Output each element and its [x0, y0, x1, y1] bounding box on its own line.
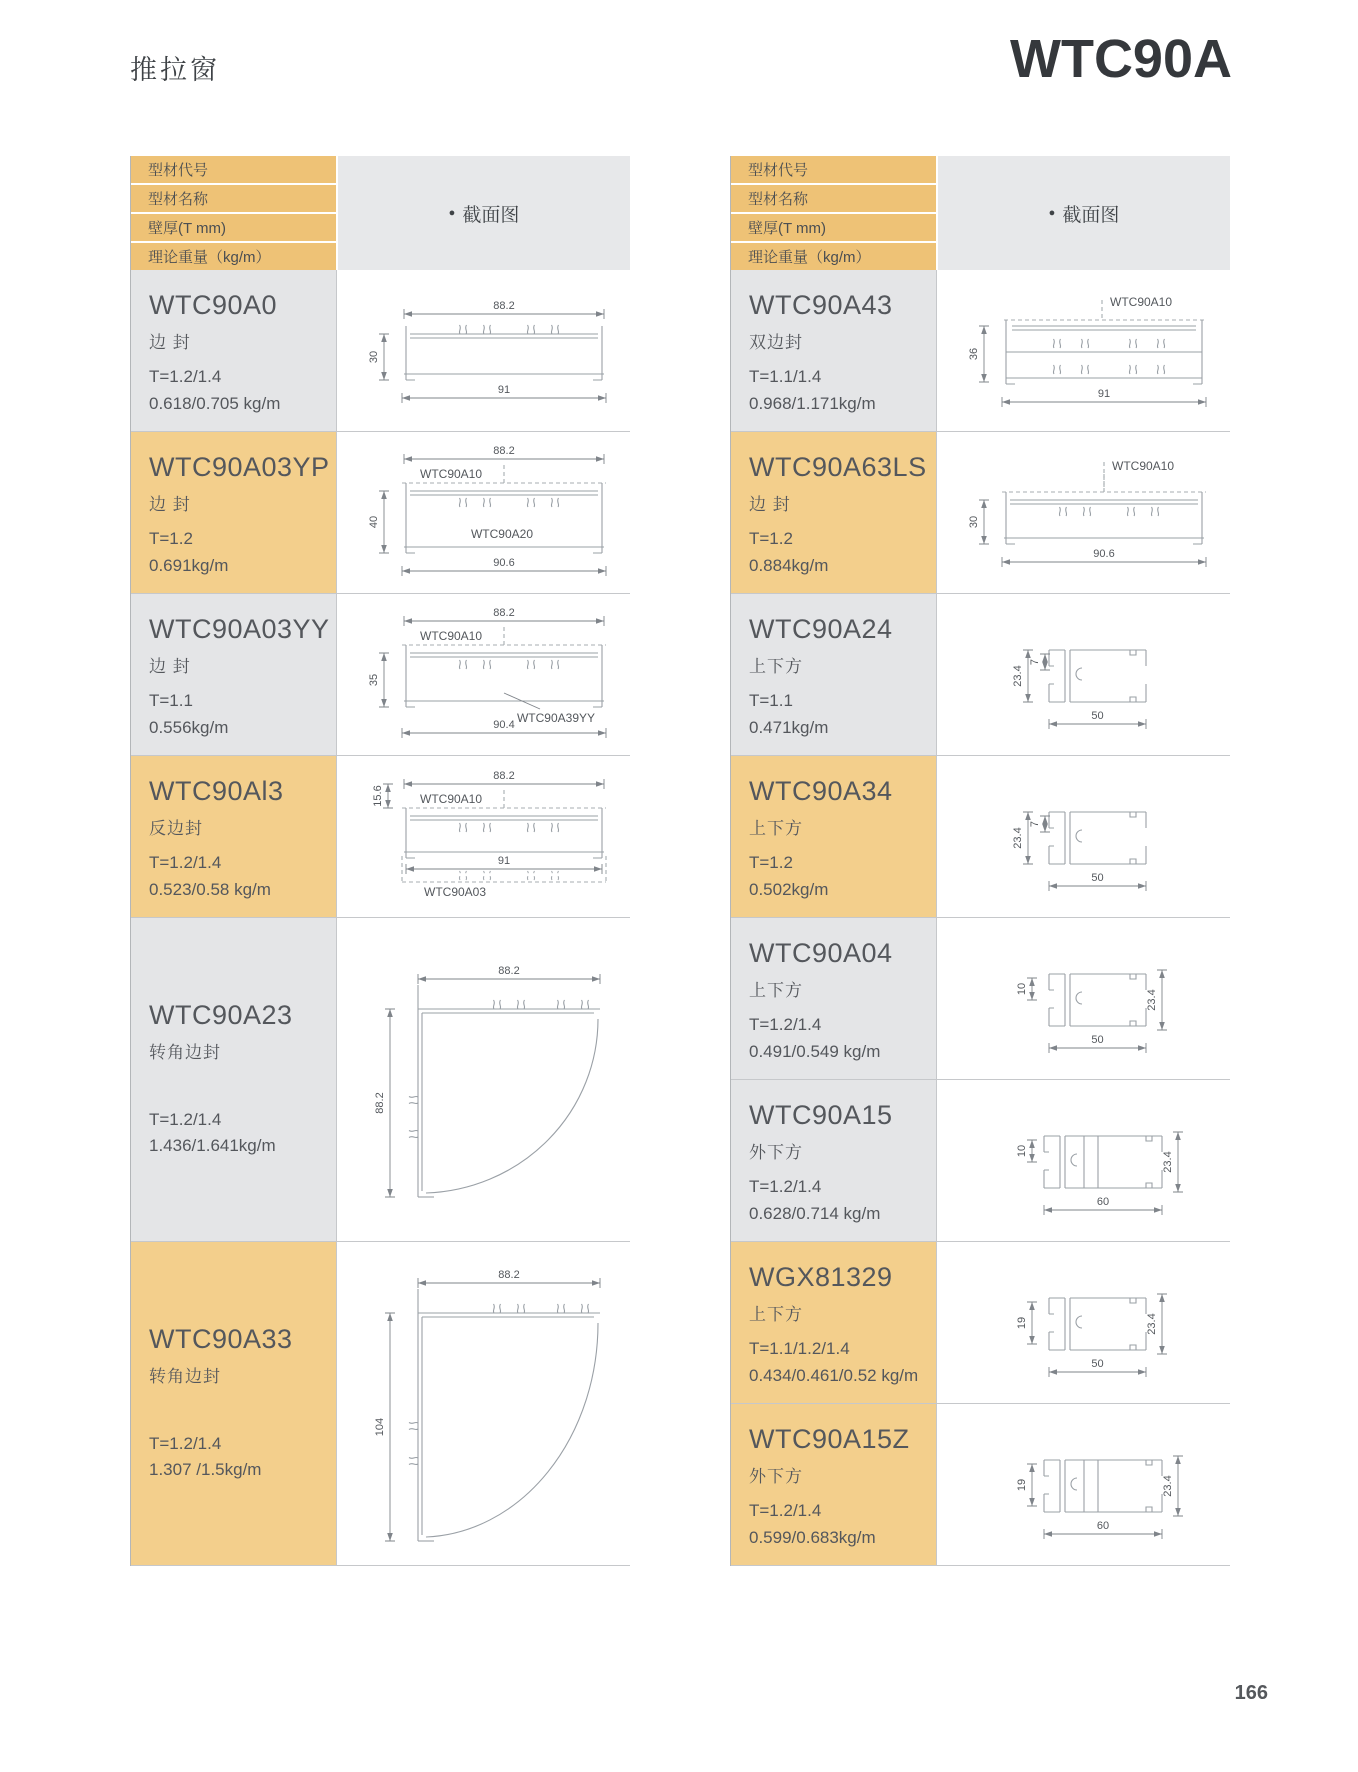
- page-title: 推拉窗: [130, 55, 220, 85]
- table-header: [131, 156, 630, 270]
- unit-weight-value: 0.471kg/m: [749, 717, 829, 737]
- profile-name: 外下方: [749, 1467, 803, 1486]
- svg-text:88.2: 88.2: [492, 769, 515, 782]
- section-diagram: [344, 949, 624, 1211]
- profile-spec-group: [749, 1336, 926, 1389]
- wall-thickness-value: T=1.2/1.4: [749, 1177, 822, 1197]
- table-header-labels: [731, 156, 936, 270]
- profile-info-cell: [131, 756, 336, 917]
- header-section-view: [338, 156, 630, 270]
- profile-info-cell: [731, 1242, 936, 1403]
- profile-spec-group: [749, 526, 926, 579]
- header-profile-name: 型材名称: [131, 185, 336, 212]
- svg-text:10: 10: [1015, 982, 1028, 995]
- section-diagram-cell: [336, 594, 630, 755]
- profile-row: [131, 432, 630, 594]
- profile-id-group: [749, 776, 926, 839]
- section-diagram-cell: [336, 1242, 630, 1565]
- unit-weight-value: 0.618/0.705 kg/m: [149, 393, 281, 413]
- profile-info-cell: [131, 594, 336, 755]
- wall-thickness-value: T=1.2/1.4: [149, 853, 222, 873]
- profile-id-group: [149, 290, 326, 353]
- header-wall-thickness: 壁厚(T mm): [131, 214, 336, 241]
- unit-weight-value: 0.491/0.549 kg/m: [749, 1041, 881, 1061]
- profile-row: [131, 1242, 630, 1566]
- section-diagram-cell: [336, 270, 630, 431]
- profile-spec-group: [749, 364, 926, 417]
- svg-text:88.2: 88.2: [492, 606, 515, 619]
- profile-info-cell: [131, 432, 336, 593]
- section-diagram: [944, 290, 1224, 412]
- profile-id-group: [749, 1100, 926, 1163]
- unit-weight-value: 1.436/1.641kg/m: [149, 1136, 276, 1155]
- wall-thickness-value: T=1.1: [149, 691, 193, 711]
- svg-text:10: 10: [1015, 1144, 1028, 1157]
- svg-text:88.2: 88.2: [373, 1091, 386, 1114]
- profile-rows-left: [131, 270, 630, 1566]
- profile-name: 上下方: [749, 657, 803, 676]
- bullet-icon: ●: [448, 206, 456, 219]
- svg-text:88.2: 88.2: [497, 1268, 520, 1281]
- profile-code: WTC90A15: [749, 1100, 893, 1130]
- profile-info-cell: [731, 756, 936, 917]
- profile-id-group: [749, 938, 926, 1001]
- header-unit-weight: 理论重量（kg/m）: [731, 243, 936, 270]
- profile-id-group: [749, 290, 926, 353]
- wall-thickness-value: T=1.2: [749, 529, 793, 549]
- profile-spec-group: [149, 526, 326, 579]
- svg-text:90.6: 90.6: [1092, 547, 1115, 560]
- section-diagram: [344, 445, 624, 581]
- profile-row: [731, 918, 1230, 1080]
- profile-row: [731, 1080, 1230, 1242]
- section-diagram-cell: [936, 1404, 1230, 1565]
- section-diagram-cell: [336, 918, 630, 1241]
- profile-row: [731, 432, 1230, 594]
- svg-text:WTC90A10: WTC90A10: [1111, 458, 1174, 473]
- profile-name: 边 封: [149, 495, 191, 514]
- section-diagram-cell: [936, 918, 1230, 1079]
- svg-text:WTC90A20: WTC90A20: [470, 526, 533, 541]
- profile-spec-group: [749, 850, 926, 903]
- section-diagram: [344, 607, 624, 743]
- profile-code: WTC90A03YP: [149, 452, 330, 482]
- section-diagram-cell: [936, 756, 1230, 917]
- section-view-label: 截面图: [1062, 204, 1120, 226]
- unit-weight-value: 0.523/0.58 kg/m: [149, 879, 271, 899]
- unit-weight-value: 0.968/1.171kg/m: [749, 393, 876, 413]
- profile-name: 双边封: [749, 333, 803, 352]
- right-profile-table: [730, 156, 1230, 1566]
- table-header: [731, 156, 1230, 270]
- section-diagram-cell: [336, 756, 630, 917]
- section-view-label: 截面图: [462, 204, 520, 226]
- profile-spec-group: [149, 850, 326, 903]
- wall-thickness-value: T=1.1/1.2/1.4: [749, 1339, 850, 1359]
- series-code-title: WTC90A: [1009, 29, 1232, 89]
- svg-text:23.4: 23.4: [1145, 1312, 1158, 1335]
- profile-id-group: [749, 1262, 926, 1325]
- unit-weight-value: 0.556kg/m: [149, 717, 229, 737]
- profile-code: WGX81329: [749, 1262, 893, 1292]
- svg-text:19: 19: [1015, 1316, 1028, 1329]
- profile-spec-group: [149, 688, 326, 741]
- profile-name: 上下方: [749, 819, 803, 838]
- svg-text:91: 91: [497, 383, 510, 396]
- profile-id-group: [149, 1324, 326, 1387]
- svg-text:88.2: 88.2: [492, 299, 515, 312]
- svg-text:WTC90A10: WTC90A10: [419, 791, 482, 806]
- svg-text:35: 35: [367, 673, 380, 686]
- section-diagram: [944, 1102, 1224, 1220]
- section-diagram: [344, 1253, 624, 1555]
- profile-name: 上下方: [749, 981, 803, 1000]
- profile-id-group: [149, 614, 330, 677]
- svg-text:40: 40: [367, 515, 380, 528]
- svg-text:50: 50: [1090, 1033, 1104, 1046]
- profile-row: [731, 270, 1230, 432]
- profile-info-cell: [131, 1242, 336, 1565]
- page-number: 166: [1234, 1682, 1268, 1704]
- profile-code: WTC90A0: [149, 290, 278, 320]
- profile-info-cell: [731, 1404, 936, 1565]
- profile-code: WTC90Al3: [149, 776, 284, 806]
- profile-id-group: [149, 776, 326, 839]
- svg-text:36: 36: [967, 347, 980, 360]
- svg-text:50: 50: [1090, 709, 1104, 722]
- profile-row: [731, 1404, 1230, 1566]
- svg-text:WTC90A10: WTC90A10: [419, 628, 482, 643]
- svg-text:23.4: 23.4: [1161, 1474, 1174, 1497]
- profile-id-group: [749, 452, 926, 515]
- table-header-labels: [131, 156, 336, 270]
- svg-text:88.2: 88.2: [492, 444, 515, 457]
- svg-text:23.4: 23.4: [1145, 988, 1158, 1011]
- profile-code: WTC90A03YY: [149, 614, 330, 644]
- profile-row: [131, 756, 630, 918]
- header-section-view: [938, 156, 1230, 270]
- profile-name: 转角边封: [149, 1366, 221, 1386]
- profile-code: WTC90A24: [749, 614, 893, 644]
- profile-id-group: [749, 614, 926, 677]
- profile-id-group: [149, 1000, 326, 1063]
- svg-text:60: 60: [1096, 1519, 1109, 1532]
- profile-id-group: [149, 452, 330, 515]
- profile-name: 边 封: [149, 333, 191, 352]
- svg-text:90.6: 90.6: [492, 556, 515, 569]
- section-diagram: [344, 770, 624, 904]
- section-diagram: [944, 1264, 1224, 1382]
- unit-weight-value: 0.884kg/m: [749, 555, 829, 575]
- wall-thickness-value: T=1.2/1.4: [149, 1433, 222, 1453]
- profile-spec-group: [749, 1174, 926, 1227]
- wall-thickness-value: T=1.2/1.4: [149, 367, 222, 387]
- svg-text:90.4: 90.4: [492, 718, 515, 731]
- unit-weight-value: 0.599/0.683kg/m: [749, 1527, 876, 1547]
- profile-name: 上下方: [749, 1305, 803, 1324]
- profile-rows-right: [731, 270, 1230, 1566]
- profile-info-cell: [731, 594, 936, 755]
- unit-weight-value: 0.502kg/m: [749, 879, 829, 899]
- svg-text:23.4: 23.4: [1161, 1150, 1174, 1173]
- profile-code: WTC90A23: [149, 999, 293, 1030]
- header-wall-thickness: 壁厚(T mm): [731, 214, 936, 241]
- svg-text:WTC90A10: WTC90A10: [1109, 294, 1172, 309]
- section-diagram-cell: [936, 270, 1230, 431]
- profile-row: [731, 594, 1230, 756]
- unit-weight-value: 0.434/0.461/0.52 kg/m: [749, 1365, 919, 1385]
- wall-thickness-value: T=1.1/1.4: [749, 367, 822, 387]
- svg-text:104: 104: [373, 1417, 386, 1436]
- section-diagram: [944, 940, 1224, 1058]
- profile-code: WTC90A43: [749, 290, 893, 320]
- unit-weight-value: 0.628/0.714 kg/m: [749, 1203, 881, 1223]
- section-diagram-cell: [336, 432, 630, 593]
- profile-info-cell: [131, 918, 336, 1241]
- profile-info-cell: [131, 270, 336, 431]
- profile-spec-group: [749, 1498, 926, 1551]
- header-profile-code: 型材代号: [131, 156, 336, 183]
- header-profile-name: 型材名称: [731, 185, 936, 212]
- profile-info-cell: [731, 270, 936, 431]
- profile-spec-group: [149, 1431, 326, 1484]
- svg-text:30: 30: [367, 350, 380, 363]
- profile-name: 边 封: [749, 495, 791, 514]
- profile-code: WTC90A63LS: [749, 452, 927, 482]
- profile-code: WTC90A34: [749, 776, 893, 806]
- svg-text:7: 7: [1028, 820, 1041, 827]
- profile-spec-group: [749, 688, 926, 741]
- profile-spec-group: [149, 1107, 326, 1160]
- svg-text:88.2: 88.2: [497, 964, 520, 977]
- unit-weight-value: 1.307 /1.5kg/m: [149, 1460, 262, 1479]
- wall-thickness-value: T=1.2/1.4: [749, 1015, 822, 1035]
- bullet-icon: ●: [1048, 206, 1056, 219]
- svg-text:15.6: 15.6: [371, 784, 384, 807]
- profile-info-cell: [731, 1080, 936, 1241]
- profile-code: WTC90A15Z: [749, 1424, 910, 1454]
- svg-text:7: 7: [1028, 658, 1041, 665]
- section-diagram-cell: [936, 1242, 1230, 1403]
- svg-text:19: 19: [1015, 1478, 1028, 1491]
- wall-thickness-value: T=1.1: [749, 691, 793, 711]
- profile-id-group: [749, 1424, 926, 1487]
- svg-text:30: 30: [967, 515, 980, 528]
- profile-row: [131, 270, 630, 432]
- left-profile-table: [130, 156, 630, 1566]
- profile-spec-group: [149, 364, 326, 417]
- profile-row: [731, 756, 1230, 918]
- profile-row: [131, 594, 630, 756]
- svg-text:WTC90A39YY: WTC90A39YY: [516, 710, 595, 725]
- wall-thickness-value: T=1.2/1.4: [149, 1109, 222, 1129]
- wall-thickness-value: T=1.2: [149, 529, 193, 549]
- profile-name: 外下方: [749, 1143, 803, 1162]
- section-diagram: [944, 1426, 1224, 1544]
- wall-thickness-value: T=1.2: [749, 853, 793, 873]
- profile-spec-group: [749, 1012, 926, 1065]
- svg-text:23.4: 23.4: [1011, 664, 1024, 687]
- header-profile-code: 型材代号: [731, 156, 936, 183]
- svg-text:60: 60: [1096, 1195, 1109, 1208]
- profile-info-cell: [731, 918, 936, 1079]
- svg-text:WTC90A10: WTC90A10: [419, 466, 482, 481]
- profile-name: 反边封: [149, 819, 203, 838]
- profile-code: WTC90A33: [149, 1323, 293, 1354]
- section-diagram-cell: [936, 1080, 1230, 1241]
- section-diagram: [944, 616, 1224, 734]
- wall-thickness-value: T=1.2/1.4: [749, 1501, 822, 1521]
- section-diagram: [344, 294, 624, 408]
- svg-text:91: 91: [1097, 387, 1110, 400]
- profile-name: 转角边封: [149, 1042, 221, 1062]
- profile-info-cell: [731, 432, 936, 593]
- profile-row: [731, 1242, 1230, 1404]
- profile-code: WTC90A04: [749, 938, 893, 968]
- svg-text:91: 91: [497, 854, 510, 867]
- header-unit-weight: 理论重量（kg/m）: [131, 243, 336, 270]
- unit-weight-value: 0.691kg/m: [149, 555, 229, 575]
- section-diagram-cell: [936, 432, 1230, 593]
- section-diagram-cell: [936, 594, 1230, 755]
- profile-row: [131, 918, 630, 1242]
- profile-name: 边 封: [149, 657, 191, 676]
- svg-text:23.4: 23.4: [1011, 826, 1024, 849]
- svg-text:WTC90A03: WTC90A03: [423, 884, 486, 899]
- svg-text:50: 50: [1090, 1357, 1104, 1370]
- section-diagram: [944, 778, 1224, 896]
- section-diagram: [944, 454, 1224, 572]
- svg-text:50: 50: [1090, 871, 1104, 884]
